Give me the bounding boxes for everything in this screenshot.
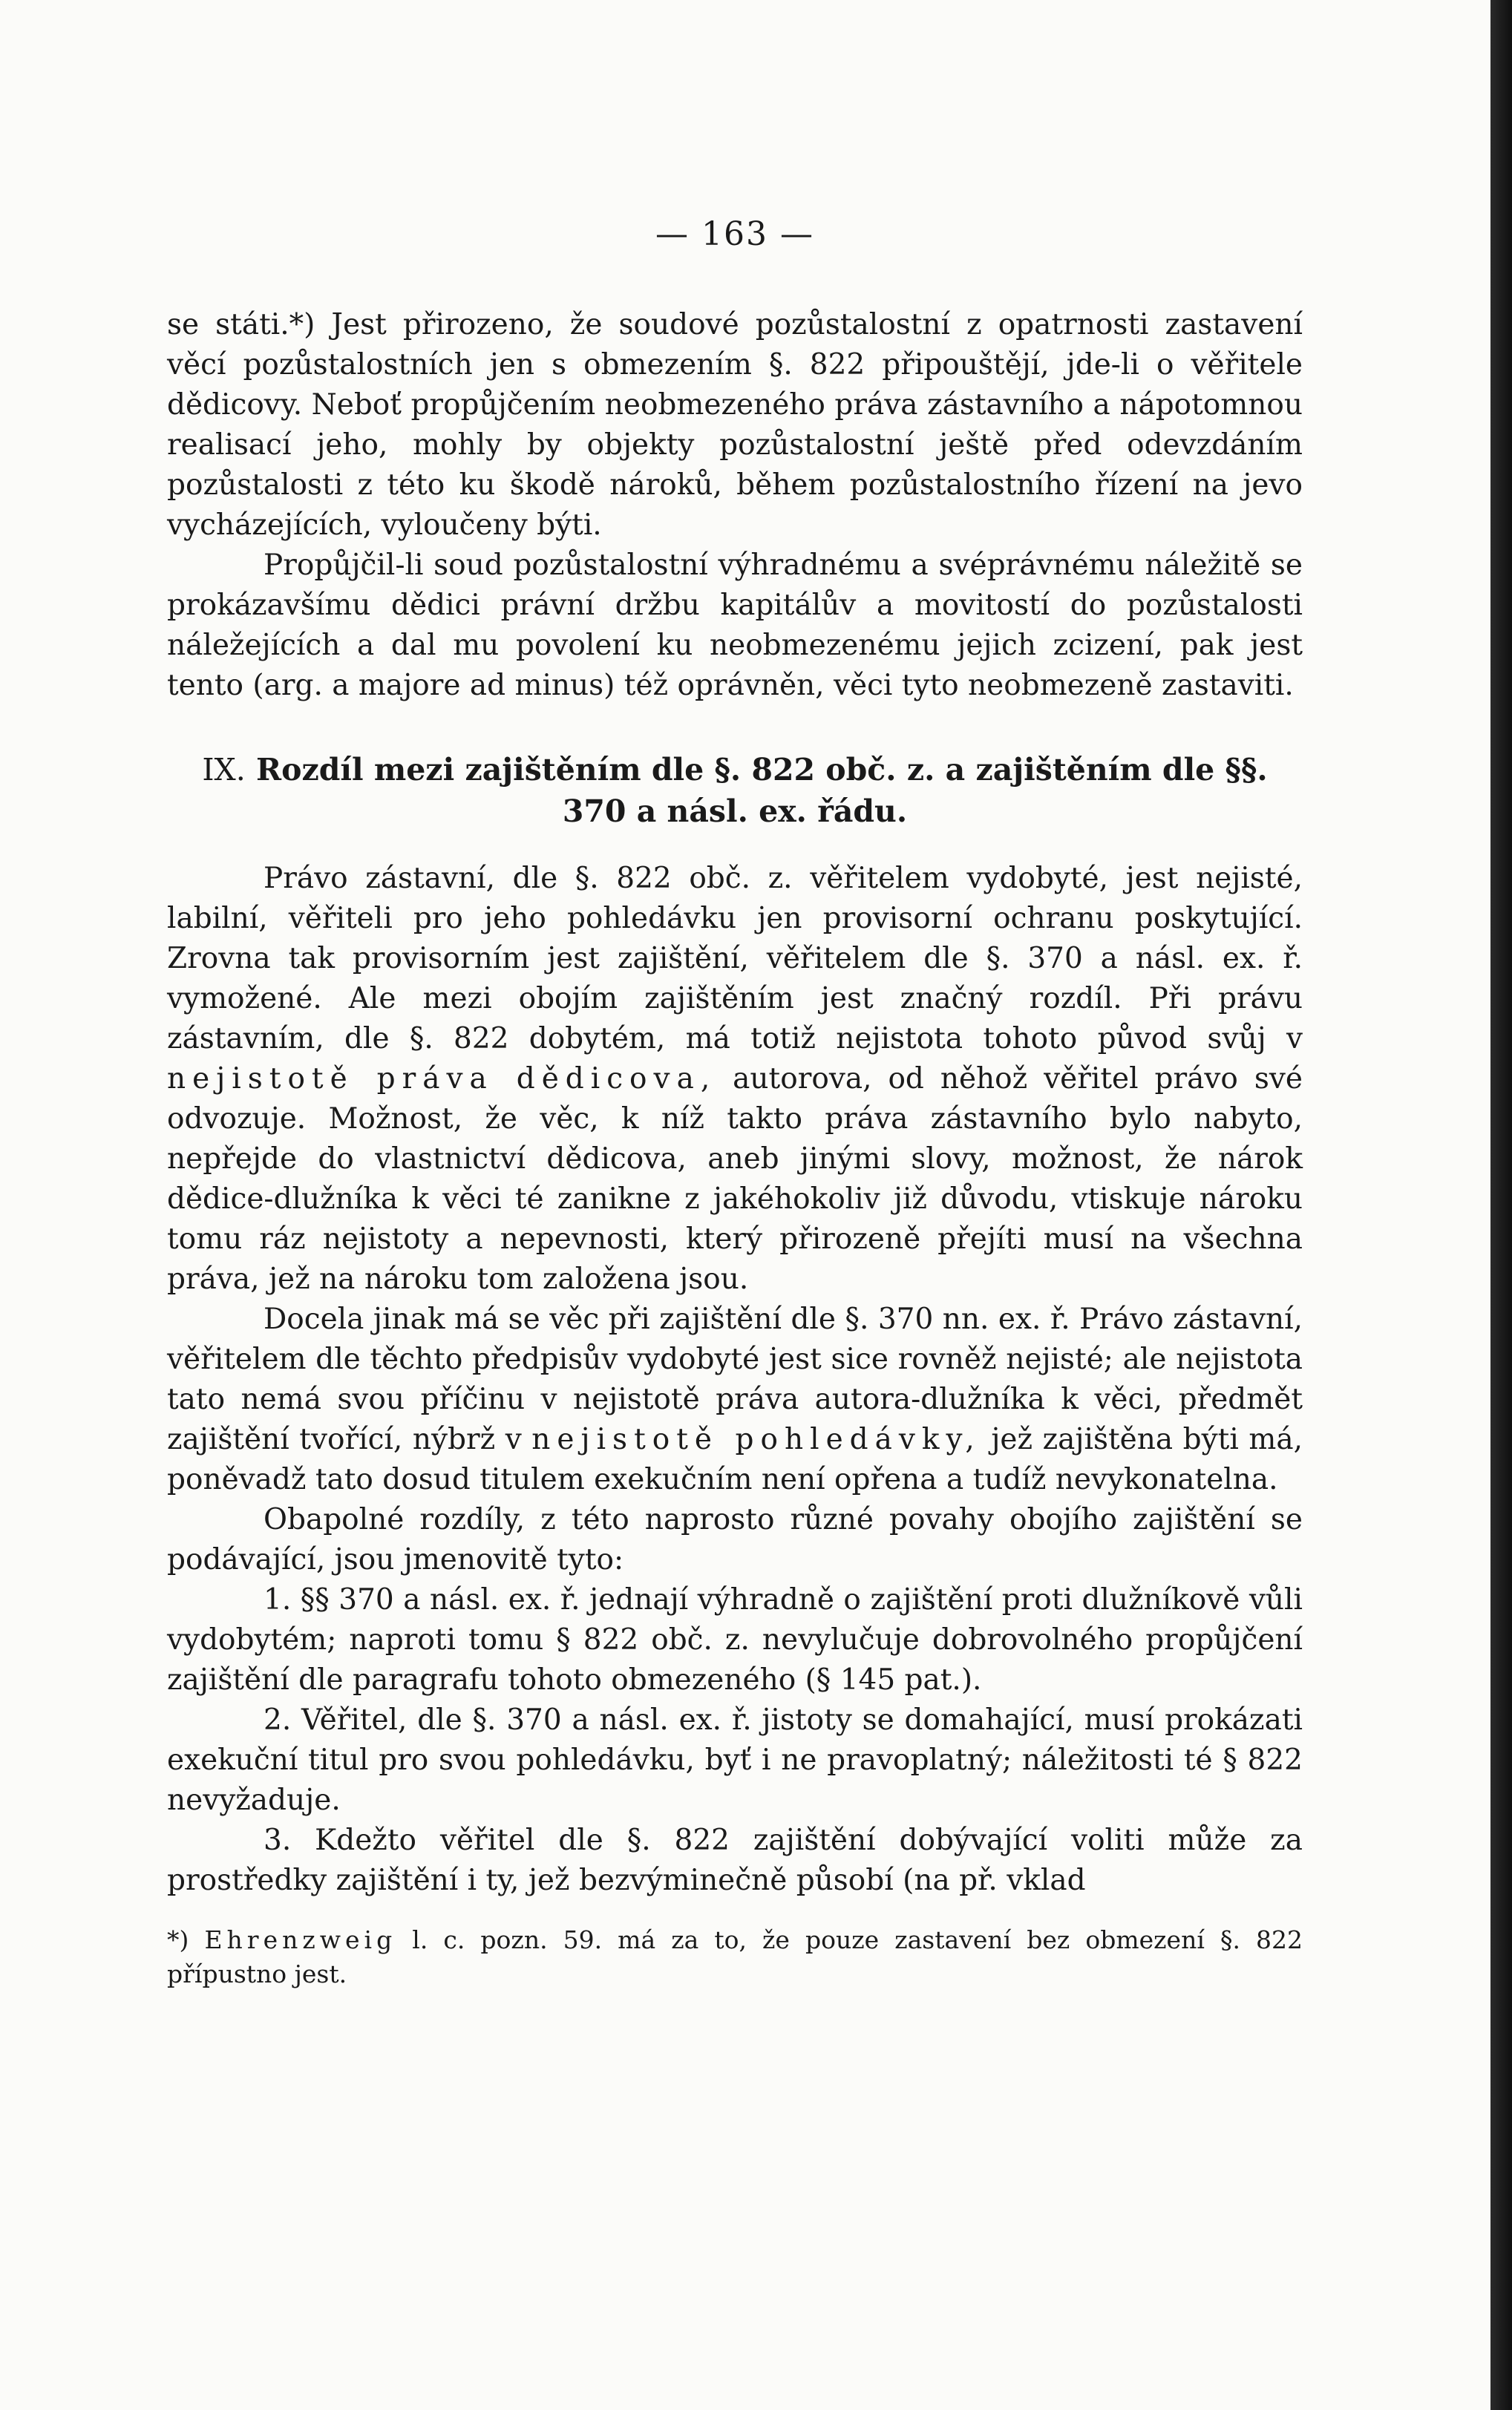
paragraph-2: Propůjčil-li soud pozůstalostní výhradnému a svéprávnému náležitě se prokázavšímu dědici právní držbu kapitálův a movitostí do pozůstalosti náležejících a dal mu povolení ku neobmezenému jejich zcizení, pak jest tento (arg. a majore ad minus) též oprávněn, věci tyto neobmezeně zastaviti.	[167, 549, 1303, 702]
paragraph-3-emphasis: nejistotě práva dědicova,	[167, 1062, 717, 1096]
paragraph-1: se státi.*) Jest přirozeno, že soudové pozůstalostní z opatrnosti zastavení věcí pozůstalostních jen s obmezením §. 822 připouštějí, jde-li o věřitele dědicovy. Neboť propůjčením neobmezeného práva zástavního a nápotomnou realisací jeho, mohly by objekty pozůstalostní ještě před odevzdáním pozůstalosti z této ku škodě nároků, během pozůstalostního řízení na jevo vycházejících, vyloučeny býti.	[167, 308, 1303, 542]
footnote	[167, 1923, 1303, 1991]
footnote-marker: *)	[167, 1925, 189, 1954]
section-number: IX.	[202, 752, 246, 787]
body-text	[167, 305, 1303, 1901]
paragraph-3	[167, 859, 1303, 1300]
paragraph-4	[167, 1300, 1303, 1500]
page-edge-shadow	[1490, 0, 1512, 2410]
footnote-text: l. c. pozn. 59. má za to, že pouze zastavení bez obmezení §. 822 přípustno jest.	[167, 1925, 1303, 1988]
paragraph-8: 3. Kdežto věřitel dle §. 822 zajištění dobývající voliti může za prostředky zajištění i ty, jež bezvýminečně působí (na př. vklad	[167, 1824, 1303, 1897]
paragraph-4-part-1: Docela jinak má se věc při zajištění dle §. 370 nn. ex. ř. Právo zástavní, věřitelem dle těchto předpisův vydobyté jest sice rovněž nejisté; ale nejistota tato nemá svou příčinu v nejistotě práva autora-dlužníka k věci, předmět zajištění tvořící, nýbrž v	[167, 1303, 1303, 1456]
paragraph-7: 2. Věřitel, dle §. 370 a násl. ex. ř. jistoty se domahající, musí prokázati exekuční titul pro svou pohledávku, byť i ne pravoplatný; náležitosti té § 822 nevyžaduje.	[167, 1703, 1303, 1817]
page-number: — 163 —	[655, 215, 814, 253]
page-content	[167, 215, 1303, 1991]
paragraph-5: Obapolné rozdíly, z této naprosto různé povahy obojího zajištění se podávající, jsou jmenovitě tyto:	[167, 1503, 1303, 1576]
paragraph-3-part-2: autorova, od něhož věřitel právo své odvozuje. Možnost, že věc, k níž takto práva zástavního bylo nabyto, nepřejde do vlastnictví dědicova, aneb jinými slovy, možnost, že nárok dědice-dlužníka k věci té zanikne z jakéhokoliv již důvodu, vtiskuje nároku tomu ráz nejistoty a nepevnosti, který přirozeně přejíti musí na všechna práva, jež na nároku tom založena jsou.	[167, 1062, 1303, 1296]
section-title: Rozdíl mezi zajištěním dle §. 822 obč. z. a zajištěním dle §§. 370 a násl. ex. řádu.	[256, 752, 1268, 829]
paragraph-4-emphasis: nejistotě pohledávky,	[531, 1423, 981, 1456]
paragraph-4-part-2: jež zajištěna býti má, poněvadž tato dosud titulem exekučním není opřena a tudíž nevykonatelna.	[167, 1423, 1303, 1496]
section-heading	[167, 749, 1303, 832]
footnote-author: Ehrenzweig	[204, 1925, 397, 1954]
paragraph-6: 1. §§ 370 a násl. ex. ř. jednají výhradně o zajištění proti dlužníkově vůli vydobytém; naproti tomu § 822 obč. z. nevylučuje dobrovolného propůjčení zajištění dle paragrafu tohoto obmezeného (§ 145 pat.).	[167, 1583, 1303, 1697]
paragraph-3-part-1: Právo zástavní, dle §. 822 obč. z. věřitelem vydobyté, jest nejisté, labilní, věřiteli pro jeho pohledávku jen provisorní ochranu poskytující. Zrovna tak provisorním jest zajištění, věřitelem dle §. 370 a násl. ex. ř. vymožené. Ale mezi obojím zajištěním jest značný rozdíl. Při právu zástavním, dle §. 822 dobytém, má totiž nejistota tohoto původ svůj v	[167, 862, 1303, 1055]
